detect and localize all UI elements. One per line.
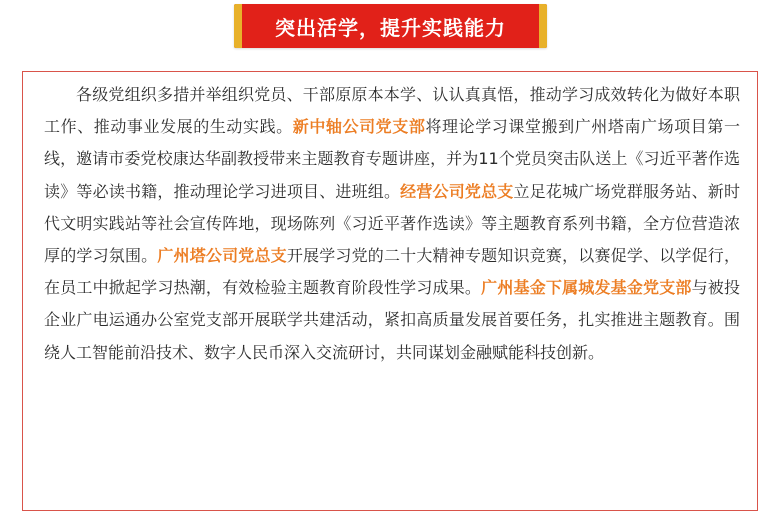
section-title: 突出活学，提升实践能力 (275, 15, 506, 40)
section-banner (234, 4, 547, 48)
org-name-highlight: 经营公司党总支 (400, 181, 514, 201)
article-paragraph (44, 79, 740, 369)
paragraph-text: 将理论学习课堂搬到广州塔南广场项目第一线，邀请市委党校康达华副教授带来主题教育专题讲座，并为11个党员突击队送上《习近平著作选读》等必读书籍，推动理论学习进项目、进班组。 (44, 117, 740, 201)
org-name-highlight: 广州基金下属城发基金党支部 (481, 278, 692, 298)
paragraph-text: 与被投企业广电运通办公室党支部开展联学共建活动，紧扣高质量发展首要任务，扎实推进主题教育。围绕人工智能前沿技术、数字人民币深入交流研讨，共同谋划金融赋能科技创新。 (44, 278, 740, 362)
paragraph-text: 各级党组织多措并举组织党员、干部原原本本学、认认真真悟，推动学习成效转化为做好本职工作、推动事业发展的生动实践。 (44, 85, 740, 137)
paragraph-text: 开展学习党的二十大精神专题知识竞赛，以赛促学、以学促行，在员工中掀起学习热潮，有效检验主题教育阶段性学习成果。 (44, 246, 740, 298)
paragraph-text: 立足花城广场党群服务站、新时代文明实践站等社会宣传阵地，现场陈列《习近平著作选读》等主题教育系列书籍，全方位营造浓厚的学习氛围。 (44, 181, 740, 266)
org-name-highlight: 广州塔公司党总支 (157, 246, 287, 266)
org-name-highlight: 新中轴公司党支部 (292, 117, 426, 137)
